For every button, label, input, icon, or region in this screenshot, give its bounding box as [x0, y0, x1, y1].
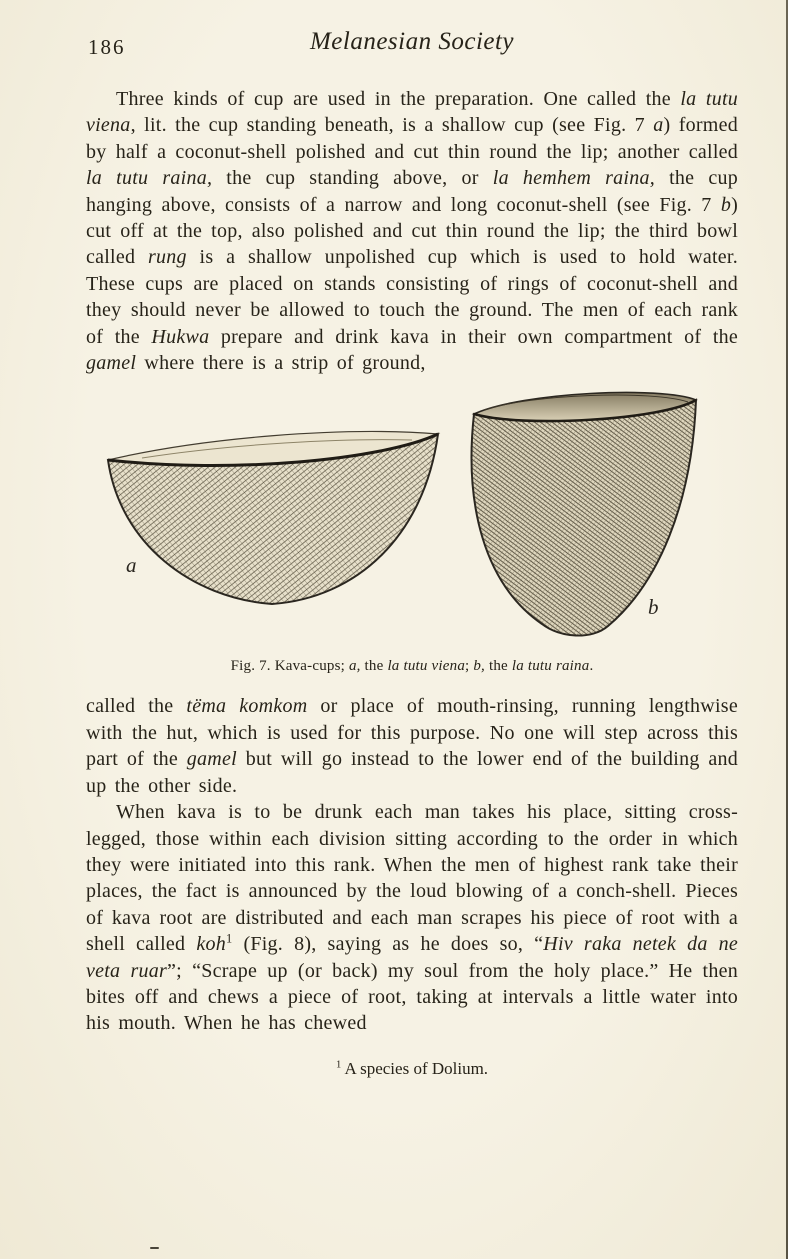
- figure-label-b: b: [648, 595, 659, 620]
- paragraph-1: Three kinds of cup are used in the preparation. One called the la tutu viena, lit. the cup standing beneath, is a shallow cup (see Fig. 7 a) formed by half a coconut-shell polished and cut thin round the lip; another called la tutu raina, the cup standing above, or la hemhem raina, the cup hanging above, consists of a narrow and long coconut-shell (see Fig. 7 b) cut off at the top, also polished and cut thin round the lip; the third bowl called rung is a shallow unpolished cup which is used to hold water. These cups are placed on stands consisting of rings of coconut-shell and they should never be allowed to touch the ground. The men of each rank of the Hukwa prepare and drink kava in their own compartment of the gamel where there is a strip of ground,: [86, 88, 739, 375]
- paragraph-2: called the tëma komkom or place of mouth-rinsing, running lengthwise with the hut, which is used for this purpose. No one will step across this part of the gamel but will go instead to the lower end of the building and up the other side.: [86, 695, 738, 797]
- scan-mark-artifact: [150, 1247, 159, 1249]
- text-block: [86, 28, 738, 1079]
- kava-cup-a-drawing: [108, 432, 438, 604]
- figure-caption: Fig. 7. Kava-cups; a, the la tutu viena; b, the la tutu raina.: [230, 658, 594, 675]
- figure-label-a: a: [126, 553, 137, 578]
- paragraph-3: When kava is to be drunk each man takes his place, sitting cross-legged, those within each division sitting according to the order in which they were initiated into this rank. When the men of highest rank take their places, the fact is announced by the loud blowing of a conch-shell. Pieces of kava root are distributed and each man scrapes his piece of root with a shell called koh$^1$ (Fig. 8), saying as he does so, “Hiv raka netek da ne veta ruar”; “Scrape up (or back) my soul from the holy place.” He then bites off and chews a piece of root, taking at intervals a little water into his mouth. When he has chewed: [86, 801, 738, 1035]
- running-title: Melanesian Society: [309, 28, 515, 55]
- figure-kava-cups: [86, 384, 738, 675]
- page-number: 186: [88, 35, 126, 59]
- page-header: [86, 28, 738, 66]
- kava-cups-illustration: [102, 384, 722, 644]
- kava-cup-b-drawing: [472, 393, 696, 636]
- footnote: $^1$ A species of Dolium.: [335, 1058, 489, 1078]
